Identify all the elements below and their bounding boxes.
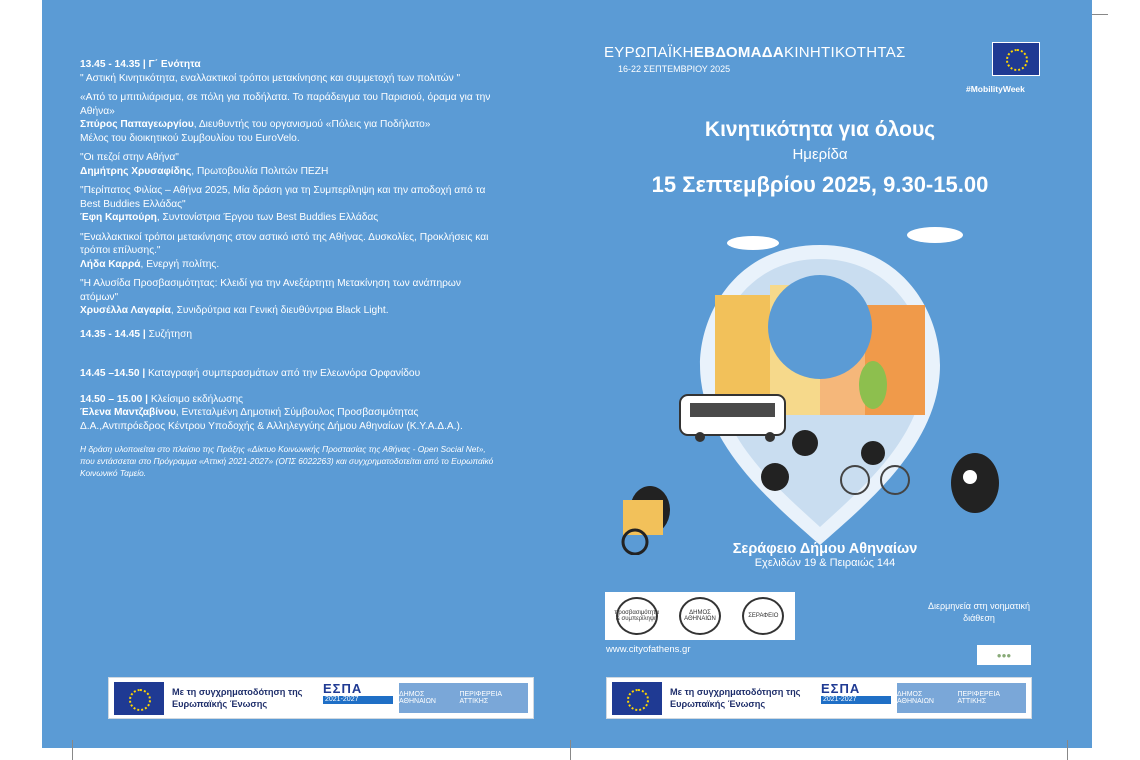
speaker-role: , Συντονίστρια Έργου των Best Buddies Ελλάδας bbox=[156, 212, 379, 223]
talk-2 bbox=[80, 151, 500, 178]
crop-mark bbox=[1067, 740, 1068, 760]
espa-label: ΕΣΠΑ bbox=[323, 681, 363, 696]
crop-mark bbox=[72, 740, 73, 760]
talk-title: "Οι πεζοί στην Αθήνα" bbox=[80, 152, 179, 163]
cofunding-text: Με τη συγχρηματοδότηση της Ευρωπαϊκής Ένωσης bbox=[670, 687, 801, 709]
funding-note: Η δράση υλοποιείται στο πλαίσιο της Πράξης «Δίκτυο Κοινωνικής Προστασίας της Αθήνας - Open Social Net», που εντάσσεται στο Πρόγραμμα «Αττική 2021-2027» (ΟΠΣ 6022263) και συγχρηματοδοτείται από το Ευρωπαϊκό Κοινωνικό Ταμείο. bbox=[80, 444, 494, 478]
header-part: ΕΒΔΟΜΑΔΑ bbox=[693, 44, 785, 61]
event-subtitle: Ημερίδα bbox=[792, 146, 848, 163]
talk-5 bbox=[80, 277, 500, 318]
venue-address: Εχελιδών 19 & Πειραιώς 144 bbox=[754, 557, 896, 569]
speaker-name: Δημήτρης Χρυσαφίδης bbox=[80, 165, 192, 177]
pin-hole bbox=[768, 275, 872, 379]
espa-logo bbox=[323, 681, 393, 715]
venue-name: Σεράφειο Δήμου Αθηναίων bbox=[732, 541, 918, 557]
talk-4 bbox=[80, 231, 500, 272]
partner-logo-2: ΠΕΡΙΦΕΡΕΙΑ ΑΤΤΙΚΗΣ bbox=[459, 691, 502, 705]
cloud-icon bbox=[727, 236, 779, 250]
time-slot: 13.45 - 14.35 | Γ΄ Ενότητα bbox=[80, 59, 201, 70]
eu-flag-icon bbox=[612, 682, 662, 715]
time-slot: 14.50 – 15.00 | bbox=[80, 393, 148, 405]
character-icon bbox=[951, 453, 999, 513]
speaker-role: , Πρωτοβουλία Πολιτών ΠΕΖΗ bbox=[191, 165, 329, 177]
speaker-name: Λήδα Καρρά bbox=[80, 258, 141, 270]
accessibility-logo: προσβασιμότητα & συμπερίληψη bbox=[616, 597, 658, 635]
event-title: Κινητικότητα για όλους bbox=[704, 118, 936, 141]
talk-3 bbox=[80, 184, 500, 225]
espa-years: 2021-2027 bbox=[323, 696, 393, 704]
hashtag: #MobilityWeek bbox=[966, 84, 1025, 94]
speaker-role: , Συνιδρύτρια και Γενική διευθύντρια Black Light. bbox=[170, 305, 389, 316]
espa-logo bbox=[821, 681, 891, 715]
sign-language-note: Διερμηνεία στη νοηματική διάθεση bbox=[927, 601, 1031, 623]
serafeio-logo: ΣΕΡΑΦΕΙΟ bbox=[742, 597, 784, 635]
organizer-logos bbox=[605, 592, 795, 640]
talk-title: "Εναλλακτικοί τρόποι μετακίνησης στον αστικό ιστό της Αθήνας. Δυσκολίες, Προκλήσεις και τρόποι επίλυσης." bbox=[80, 231, 489, 256]
week-dates: 16-22 ΣΕΠΤΕΜΒΡΙΟΥ 2025 bbox=[618, 64, 731, 74]
header-part: ΚΙΝΗΤΙΚΟΤΗΤΑΣ bbox=[784, 44, 906, 61]
block-section-c bbox=[80, 58, 500, 85]
talk-title: "Περίπατος Φιλίας – Αθήνα 2025, Μία δράση για τη Συμπερίληψη και την αποδοχή από τα Best Buddies Ελλάδας" bbox=[80, 185, 486, 210]
mobility-week-header bbox=[604, 44, 906, 61]
funding-bar-left bbox=[108, 677, 534, 719]
block-label: Κλείσιμο εκδήλωσης bbox=[148, 393, 244, 405]
mobility-illustration bbox=[605, 215, 1035, 555]
municipality-logo: ΔΗΜΟΣ ΑΘΗΝΑΙΩΝ bbox=[679, 597, 721, 635]
speaker-extra: Μέλος του διοικητικού Συμβουλίου του EuroVelo. bbox=[80, 132, 300, 144]
time-slot: 14.45 –14.50 | bbox=[80, 368, 146, 379]
crop-mark bbox=[1092, 14, 1108, 15]
partner-logo-2: ΠΕΡΙΦΕΡΕΙΑ ΑΤΤΙΚΗΣ bbox=[957, 691, 1000, 705]
speaker-role: , Ενεργή πολίτης. bbox=[140, 258, 220, 270]
cloud-icon bbox=[907, 227, 963, 243]
venue bbox=[660, 541, 990, 569]
partner-logos bbox=[399, 683, 528, 713]
talk-1 bbox=[80, 91, 500, 145]
espa-years: 2021-2027 bbox=[821, 696, 891, 704]
partner-logo-1: ΔΗΜΟΣ ΑΘΗΝΑΙΩΝ bbox=[897, 691, 934, 705]
funding-bar-right bbox=[606, 677, 1032, 719]
character-icon bbox=[792, 430, 818, 456]
speaker-name: Έλενα Μαντζαβίνου bbox=[80, 407, 176, 418]
partner-logos bbox=[897, 683, 1026, 713]
talk-title: «Από το μπιτιλιάρισμα, σε πόλη για ποδήλατα. Το παράδειγμα του Παρισιού, όραμα για την Αθήνα» bbox=[80, 92, 491, 117]
speaker-name: Σπύρος Παπαγεωργίου bbox=[80, 119, 194, 130]
partner-logo-1: ΔΗΜΟΣ ΑΘΗΝΑΙΩΝ bbox=[399, 691, 436, 705]
espa-label: ΕΣΠΑ bbox=[821, 681, 861, 696]
sponsor-logo: ●●● bbox=[977, 645, 1031, 665]
cofunding-text: Με τη συγχρηματοδότηση της Ευρωπαϊκής Ένωσης bbox=[172, 687, 303, 709]
speaker-role: , Εντεταλμένη Δημοτική Σύμβουλος Προσβασιμότητας Δ.Α.,Αντιπρόεδρος Κέντρου Υποδοχής & Αλληλεγγύης Δήμου Αθηναίων (Κ.Υ.Α.Δ.Α.). bbox=[80, 407, 463, 432]
section-theme: " Αστική Κινητικότητα, εναλλακτικοί τρόποι μετακίνησης και συμμετοχή των πολιτών " bbox=[80, 72, 461, 84]
tree-icon bbox=[859, 361, 887, 409]
character-icon bbox=[761, 463, 789, 491]
eu-flag-icon bbox=[992, 42, 1040, 76]
website-link[interactable]: www.cityofathens.gr bbox=[606, 644, 691, 655]
block-label: Καταγραφή συμπερασμάτων από την Ελεωνόρα Ορφανίδου bbox=[145, 368, 421, 379]
speaker-role: , Διευθυντής του οργανισμού «Πόλεις για Ποδήλατο» bbox=[193, 119, 431, 130]
block-discussion bbox=[80, 328, 500, 342]
block-conclusions bbox=[80, 367, 500, 381]
eu-flag-icon bbox=[114, 682, 164, 715]
talk-title: "Η Αλυσίδα Προσβασιμότητας: Κλειδί για την Ανεξάρτητη Μετακίνηση των ανάπηρων ατόμων" bbox=[80, 278, 461, 303]
speaker-name: Χρυσέλλα Λαγαρία bbox=[80, 305, 171, 316]
crop-mark bbox=[570, 740, 571, 760]
block-label: Συζήτηση bbox=[145, 328, 193, 340]
event-date: 15 Σεπτεμβρίου 2025, 9.30-15.00 bbox=[651, 172, 989, 197]
program-panel bbox=[80, 58, 500, 479]
time-slot: 14.35 - 14.45 | bbox=[80, 328, 146, 340]
speaker-name: Έφη Καμπούρη bbox=[80, 212, 157, 223]
header-part: ΕΥΡΩΠΑΪΚΗ bbox=[604, 44, 694, 61]
block-closing bbox=[80, 393, 500, 434]
